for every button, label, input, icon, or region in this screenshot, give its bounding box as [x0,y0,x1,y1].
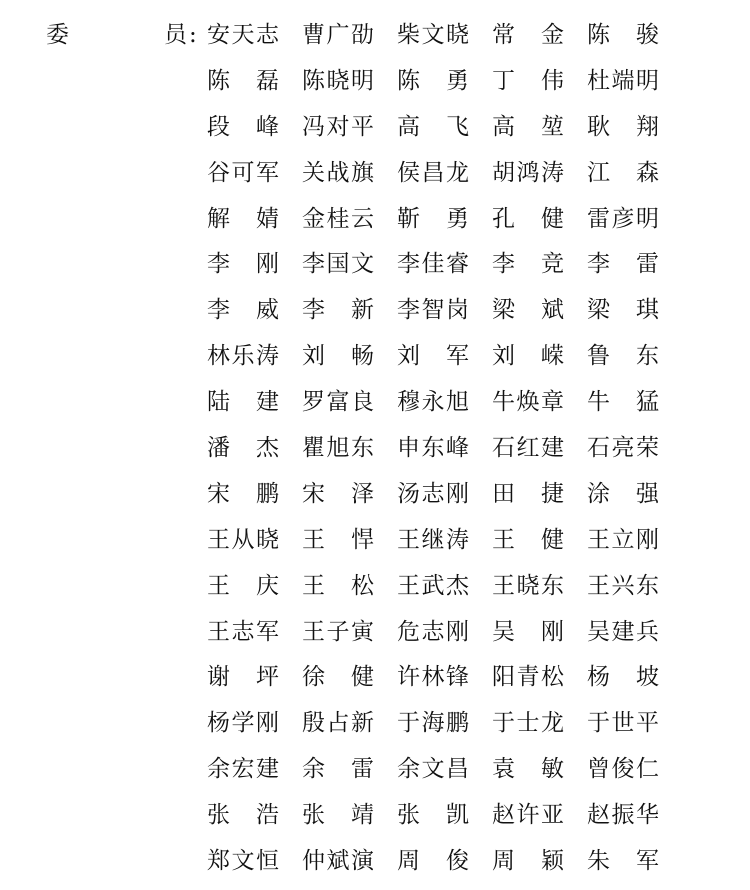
member-name: 王 从 晓 [207,526,279,553]
member-name: 余 宏 建 [207,756,279,783]
member-name: 杨 坡 [587,664,659,691]
member-name: 金 桂 云 [302,205,374,232]
member-name: 陈 骏 [587,22,659,48]
member-name: 潘 杰 [207,435,279,462]
member-name: 丁 伟 [492,67,564,94]
member-name: 殷 占 新 [302,710,374,737]
member-name: 于 海 鹏 [397,710,469,737]
member-name: 赵 振 华 [587,802,659,829]
member-name: 许 林 锋 [397,664,469,691]
member-name: 曹 广 劭 [302,22,374,48]
member-name: 牛 猛 [587,389,659,416]
member-name: 张 凯 [397,802,469,829]
member-name: 李 竞 [492,251,564,278]
member-name: 曾 俊 仁 [587,756,659,783]
member-name: 梁 斌 [492,297,564,324]
member-name: 陆 建 [207,389,279,416]
committee-label-yuan: 员: [164,22,199,48]
member-name: 朱 军 [587,848,659,875]
member-name: 高 堃 [492,113,564,140]
member-name: 田 捷 [492,480,564,507]
committee-label-wei: 委 [46,22,69,48]
member-name: 李 国 文 [302,251,374,278]
member-name: 王 健 [492,526,564,553]
member-name: 陈 勇 [397,67,469,94]
member-name: 王 继 涛 [397,526,469,553]
member-name: 鲁 东 [587,343,659,370]
member-name: 江 森 [587,159,659,186]
member-name: 常 金 [492,22,564,48]
member-name: 申 东 峰 [397,435,469,462]
member-name: 王 悍 [302,526,374,553]
member-name: 陈 磊 [207,67,279,94]
member-name: 杨 学 刚 [207,710,279,737]
member-name: 梁 琪 [587,297,659,324]
member-name: 杜 端 明 [587,67,659,94]
member-name: 李 佳 睿 [397,251,469,278]
member-name: 王 子 寅 [302,618,374,645]
member-names-grid [207,18,682,890]
member-name: 李 智 岗 [397,297,469,324]
member-name: 耿 翔 [587,113,659,140]
member-name: 仲 斌 演 [302,848,374,875]
member-name: 谷 可 军 [207,159,279,186]
member-name: 周 颖 [492,848,564,875]
member-name: 郑 文 恒 [207,848,279,875]
member-name: 安 天 志 [207,22,279,48]
member-name: 林 乐 涛 [207,343,279,370]
member-name: 王 志 军 [207,618,279,645]
member-name: 徐 健 [302,664,374,691]
member-name: 王 松 [302,572,374,599]
member-name: 胡 鸿 涛 [492,159,564,186]
member-name: 周 俊 [397,848,469,875]
member-name: 袁 敏 [492,756,564,783]
member-name: 王 兴 东 [587,572,659,599]
member-name: 刘 军 [397,343,469,370]
member-name: 李 新 [302,297,374,324]
member-name: 李 刚 [207,251,279,278]
member-name: 罗 富 良 [302,389,374,416]
member-name: 冯 对 平 [302,113,374,140]
member-name: 高 飞 [397,113,469,140]
member-name: 张 浩 [207,802,279,829]
member-name: 王 庆 [207,572,279,599]
member-name: 段 峰 [207,113,279,140]
member-name: 余 文 昌 [397,756,469,783]
member-name: 危 志 刚 [397,618,469,645]
member-name: 雷 彦 明 [587,205,659,232]
member-name: 于 士 龙 [492,710,564,737]
member-name: 宋 鹏 [207,480,279,507]
member-name: 石 亮 荣 [587,435,659,462]
member-name: 谢 坪 [207,664,279,691]
member-name: 穆 永 旭 [397,389,469,416]
member-name: 赵 许 亚 [492,802,564,829]
member-name: 吴 刚 [492,618,564,645]
member-name: 王 晓 东 [492,572,564,599]
member-name: 阳 青 松 [492,664,564,691]
member-name: 王 武 杰 [397,572,469,599]
member-name: 瞿 旭 东 [302,435,374,462]
member-name: 吴 建 兵 [587,618,659,645]
member-name: 牛 焕 章 [492,389,564,416]
member-name: 张 靖 [302,802,374,829]
member-name: 靳 勇 [397,205,469,232]
member-name: 余 雷 [302,756,374,783]
member-name: 涂 强 [587,480,659,507]
member-name: 宋 泽 [302,480,374,507]
member-name: 刘 嵘 [492,343,564,370]
member-name: 陈 晓 明 [302,67,374,94]
member-name: 王 立 刚 [587,526,659,553]
member-name: 柴 文 晓 [397,22,469,48]
member-name: 汤 志 刚 [397,480,469,507]
member-name: 侯 昌 龙 [397,159,469,186]
member-name: 孔 健 [492,205,564,232]
member-name: 刘 畅 [302,343,374,370]
member-name: 关 战 旗 [302,159,374,186]
member-name: 石 红 建 [492,435,564,462]
member-name: 于 世 平 [587,710,659,737]
member-name: 李 雷 [587,251,659,278]
member-name: 李 威 [207,297,279,324]
member-name: 解 婧 [207,205,279,232]
